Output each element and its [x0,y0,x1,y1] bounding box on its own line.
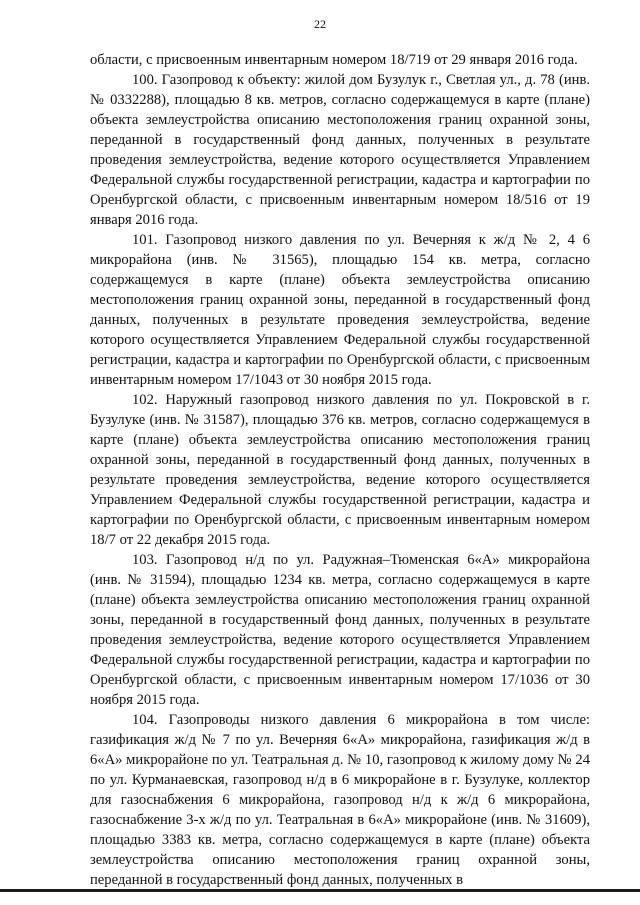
paragraph-continuation: области, с присвоенным инвентарным номером 18/719 от 29 января 2016 года. [90,52,578,68]
page-number: 22 [314,17,326,31]
paragraph-item-101: 101. Газопровод низкого давления по ул. Вечерняя к ж/д № 2, 4 6 микрорайона (инв. № 31565), площадью 154 кв. метра, согласно содержащемуся в карте (плане) объекта землеустройства описанию местоположения границ охранной зоны, переданной в государственный фонд данных, полученных в результате проведения землеустройства, ведение которого осуществляется Управлением Федеральной службы государственной регистрации, кадастра и картографии по Оренбургской области, с присвоенным инвентарным номером 17/1043 от 30 ноября 2015 года. [90,232,590,388]
bottom-border-line [0,889,640,892]
paragraph-item-100: 100. Газопровод к объекту: жилой дом Бузулук г., Светлая ул., д. 78 (инв. № 0332288), площадью 8 кв. метров, согласно содержащемуся в карте (плане) объекта землеустройства описанию местоположения границ охранной зоны, переданной в государственный фонд данных, полученных в результате проведения землеустройства, ведение которого осуществляется Управлением Федеральной службы государственной регистрации, кадастра и картографии по Оренбургской области, с присвоенным инвентарным номером 18/516 от 19 января 2016 года. [90,72,590,228]
paragraph-item-102: 102. Наружный газопровод низкого давления по ул. Покровской в г. Бузулуке (инв. № 31587), площадью 376 кв. метров, согласно содержащемуся в карте (плане) объекта землеустройства описанию местоположения границ охранной зоны, переданной в государственный фонд данных, полученных в результате проведения землеустройства, ведение которого осуществляется Управлением Федеральной службы государственной регистрации, кадастра и картографии по Оренбургской области, с присвоенным инвентарным номером 18/7 от 22 декабря 2015 года. [90,392,590,548]
paragraph-item-103: 103. Газопровод н/д по ул. Радужная–Тюменская 6«А» микрорайона (инв. № 31594), площадью 1234 кв. метра, согласно содержащемуся в карте (плане) объекта землеустройства описанию местоположения границ охранной зоны, переданной в государственный фонд данных, полученных в результате проведения землеустройства, ведение которого осуществляется Управлением Федеральной службы государственной регистрации, кадастра и картографии по Оренбургской области, с присвоенным инвентарным номером 17/1036 от 30 ноября 2015 года. [90,552,590,708]
document-body [90,50,590,890]
paragraph-item-104: 104. Газопроводы низкого давления 6 микрорайона в том числе: газификация ж/д № 7 по ул. Вечерняя 6«А» микрорайона, газификация ж/д в 6«А» микрорайоне по ул. Театральная д. № 10, газопровод к жилому дому № 24 по ул. Курманаевская, газопровод н/д в 6 микрорайоне в г. Бузулуке, коллектор для газоснабжения 6 микрорайона, газопровод н/д к ж/д 6 микрорайона, газоснабжение 3-х ж/д по ул. Театральная в 6«А» микрорайоне (инв. № 31609), площадью 3383 кв. метра, согласно содержащемуся в карте (плане) объекта землеустройства описанию местоположения границ охранной зоны, переданной в государственный фонд данных, полученных в [90,712,590,888]
